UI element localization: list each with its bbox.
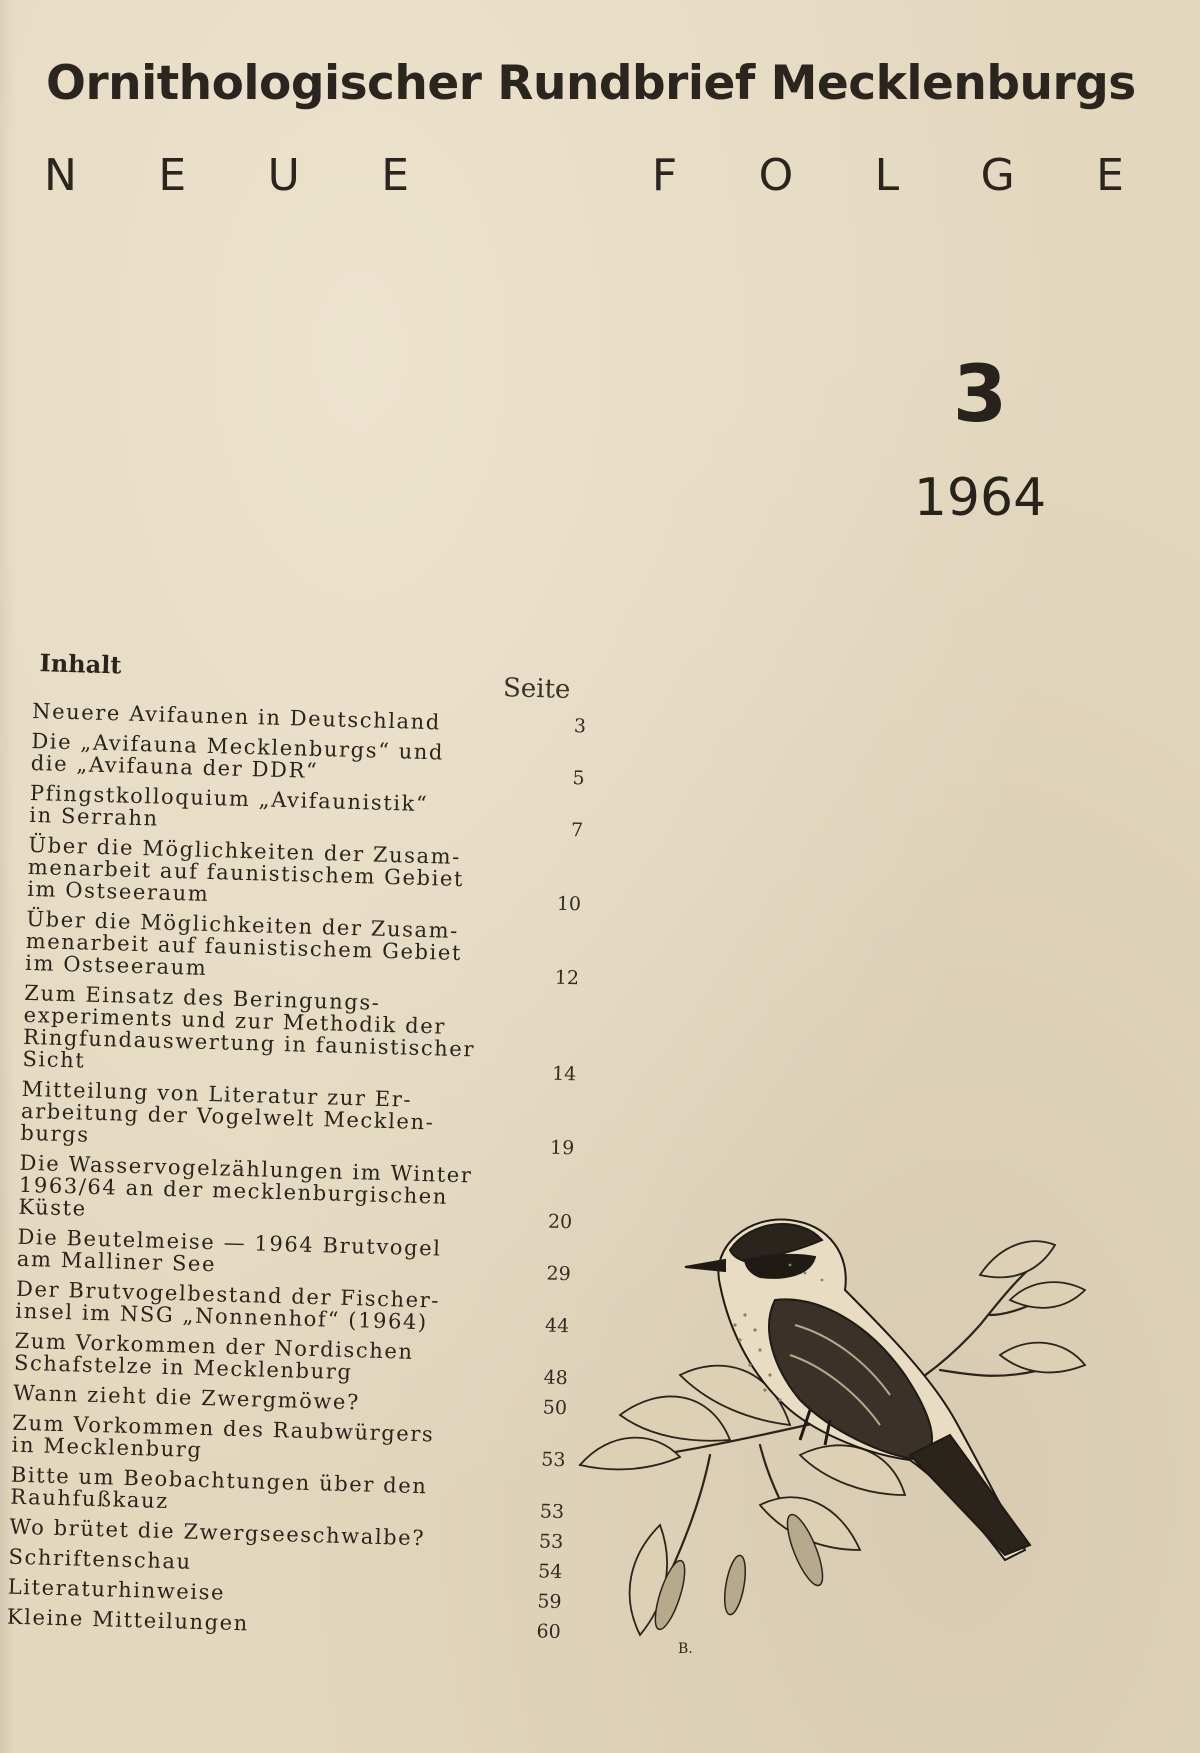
toc-entry-title: Pfingstkolloquium „Avifaunistik“ in Serrahn <box>29 780 429 831</box>
toc-entry-page: 59 <box>537 1590 562 1614</box>
toc-entry-page: 54 <box>537 1560 563 1584</box>
toc-page-heading: Seite <box>502 673 571 705</box>
issue-number: 3 <box>952 350 1008 440</box>
toc-entry <box>20 1078 582 1160</box>
toc-entry-title: Über die Möglichkeiten der Zusam- menarbeit auf faunistischem Gebiet im Ostseeraum <box>26 832 465 906</box>
toc-list <box>6 700 592 1651</box>
toc-entry-title: Zum Vorkommen der Nordischen Schafstelze in Mecklenburg <box>13 1328 414 1385</box>
series-letter: E <box>158 150 187 201</box>
toc-entry <box>10 1464 571 1524</box>
series-letter: F <box>651 150 678 201</box>
toc-entry-title: Neuere Avifaunen in Deutschland <box>31 698 442 735</box>
toc-entry <box>7 1606 567 1644</box>
toc-entry <box>11 1412 572 1472</box>
toc-entry-title: Die Wasservogelzählungen im Winter 1963/64 an der mecklenburgischen Küste <box>18 1150 473 1221</box>
toc-entry <box>17 1226 578 1286</box>
toc-entry-title: Literaturhinweise <box>7 1574 226 1605</box>
toc-entry <box>15 1278 576 1338</box>
toc-entry-page: 50 <box>542 1396 568 1420</box>
journal-title: Ornithologischer Rundbrief Mecklenburgs <box>46 56 1136 111</box>
toc-entry-page: 19 <box>549 1136 575 1160</box>
issue-year: 1964 <box>913 468 1047 528</box>
toc-heading: Inhalt <box>39 648 122 680</box>
toc-entry-page: 20 <box>547 1210 573 1234</box>
toc-entry-title: Zum Vorkommen des Raubwürgers in Mecklenburg <box>11 1410 435 1463</box>
toc-entry-page: 53 <box>538 1530 564 1554</box>
toc-entry <box>22 982 584 1086</box>
toc-entry-page: 48 <box>543 1366 569 1390</box>
series-letter: N <box>44 150 77 201</box>
toc-entry <box>14 1330 575 1390</box>
toc-entry-title: Wann zieht die Zwergmöwe? <box>12 1380 361 1415</box>
toc-entry-title: Kleine Mitteilungen <box>6 1604 250 1636</box>
toc-entry <box>30 730 591 790</box>
series-letter: U <box>267 150 300 201</box>
toc-entry <box>25 908 587 990</box>
toc-entry-page: 53 <box>539 1500 565 1524</box>
toc-entry-title: Wo brütet die Zwergseeschwalbe? <box>9 1514 426 1551</box>
toc-entry-page: 44 <box>544 1314 570 1338</box>
toc-entry <box>29 782 590 842</box>
toc-entry-page: 53 <box>541 1448 566 1472</box>
illustration-signature: B. <box>678 1641 693 1657</box>
toc-entry-title: Die „Avifauna Mecklenburgs“ und die „Avifauna der DDR“ <box>30 728 445 783</box>
toc-entry-title: Mitteilung von Literatur zur Er- arbeitung der Vogelwelt Mecklen- burgs <box>20 1076 435 1147</box>
toc-entry-title: Der Brutvogelbestand der Fischer- insel im NSG „Nonnenhof“ (1964) <box>15 1276 441 1335</box>
toc-entry-page: 7 <box>570 819 584 842</box>
toc-entry-page: 12 <box>554 966 580 990</box>
bird-illustration <box>560 1205 1100 1685</box>
series-letter: O <box>758 150 794 201</box>
series-subtitle <box>44 150 1124 201</box>
toc-entry-page: 3 <box>573 715 587 738</box>
toc-entry-page: 14 <box>551 1062 577 1086</box>
toc-entry <box>18 1152 580 1234</box>
toc-entry-page: 60 <box>536 1620 562 1644</box>
table-of-contents <box>4 648 594 1743</box>
series-gap <box>490 150 570 201</box>
toc-entry-page: 5 <box>572 767 585 790</box>
toc-entry-title: Die Beutelmeise — 1964 Brutvogel am Malliner See <box>16 1224 442 1277</box>
toc-entry-title: Über die Möglichkeiten der Zusam- menarbeit auf faunistischem Gebiet im Ostseeraum <box>24 906 463 980</box>
series-letter: E <box>381 150 410 201</box>
series-letter: G <box>980 150 1015 201</box>
toc-entry-page: 29 <box>546 1262 572 1286</box>
toc-entry-page: 10 <box>556 892 582 916</box>
toc-entry-title: Schriftenschau <box>8 1544 192 1574</box>
toc-entry-title: Zum Einsatz des Beringungs- experiments und zur Methodik der Ringfundauswertung in faunistischer Sicht <box>22 980 476 1073</box>
toc-entry-title: Bitte um Beobachtungen über den Rauhfußkauz <box>9 1462 428 1514</box>
series-letter: E <box>1096 150 1124 201</box>
series-letter: L <box>874 150 900 201</box>
toc-entry <box>27 834 589 916</box>
